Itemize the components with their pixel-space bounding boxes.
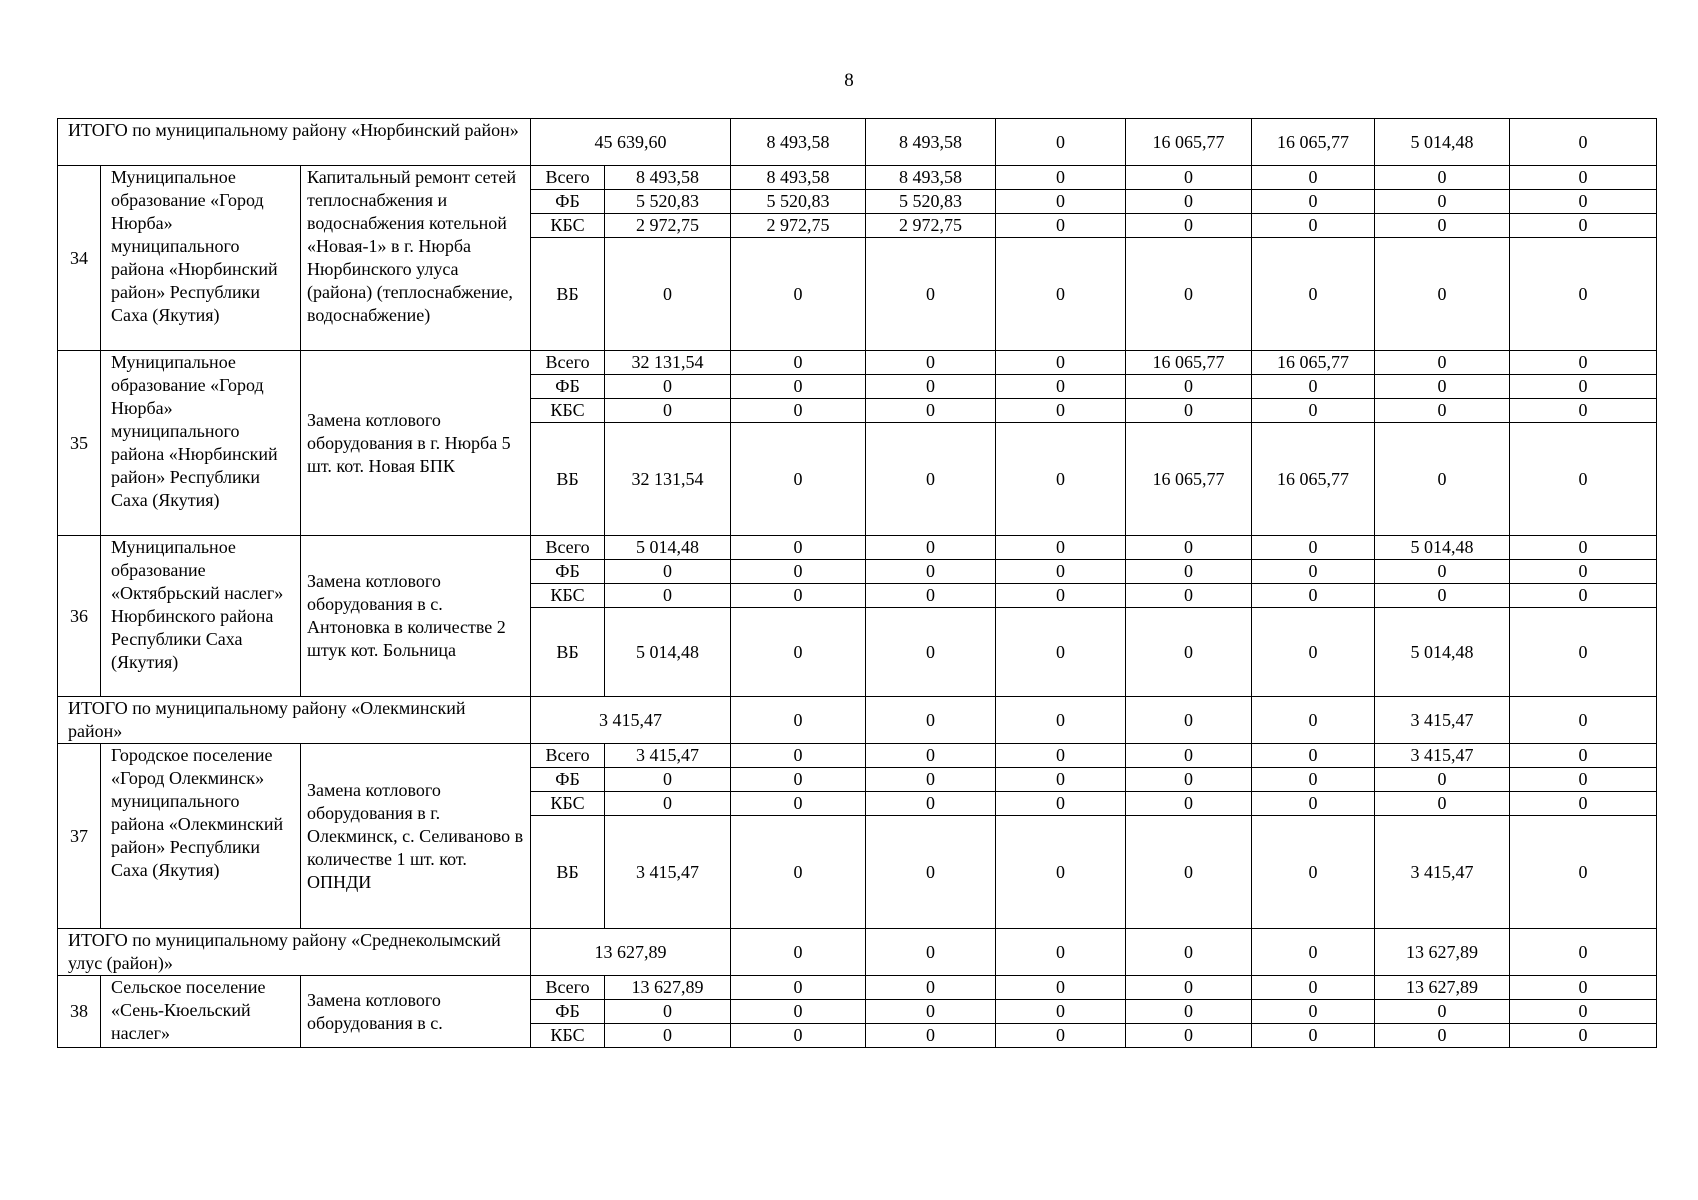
value-cell: 2 972,75 [605, 214, 731, 238]
value-cell: 5 014,48 [1375, 608, 1510, 697]
value-cell: 0 [731, 744, 866, 768]
value-cell: 0 [866, 351, 996, 375]
source-label: Всего [531, 166, 605, 190]
total-row [58, 119, 1657, 166]
value-cell: 0 [605, 399, 731, 423]
value-cell: 0 [1126, 1024, 1252, 1048]
value-cell: 0 [731, 1000, 866, 1024]
value-cell: 0 [866, 768, 996, 792]
value-cell: 0 [1375, 190, 1510, 214]
value-cell: 0 [1510, 536, 1657, 560]
value-cell: 3 415,47 [1375, 744, 1510, 768]
value-cell: 0 [605, 560, 731, 584]
value-cell: 0 [1252, 792, 1375, 816]
value-cell: 0 [1252, 375, 1375, 399]
value-cell: 0 [731, 351, 866, 375]
value-cell: 0 [996, 1024, 1126, 1048]
source-label: Всего [531, 744, 605, 768]
value-cell: 0 [1510, 929, 1657, 976]
value-cell: 0 [996, 238, 1126, 351]
value-cell: 0 [1126, 214, 1252, 238]
value-cell: 0 [1510, 792, 1657, 816]
value-cell: 0 [1126, 697, 1252, 744]
value-cell: 5 520,83 [866, 190, 996, 214]
table-row [58, 744, 1657, 768]
value-cell: 0 [866, 560, 996, 584]
value-cell: 0 [1510, 190, 1657, 214]
value-cell: 0 [731, 929, 866, 976]
entity-name: Сельское поселение «Сень-Кюельский наслег» [101, 976, 301, 1048]
value-cell: 0 [605, 238, 731, 351]
value-cell: 0 [605, 1000, 731, 1024]
value-cell: 0 [1252, 1000, 1375, 1024]
work-description: Замена котлового оборудования в г. Олекминск, с. Селиваново в количестве 1 шт. кот. ОПНДИ [301, 744, 531, 929]
table-row [58, 351, 1657, 375]
value-cell: 0 [1252, 214, 1375, 238]
source-label: КБС [531, 214, 605, 238]
value-cell: 0 [1126, 929, 1252, 976]
value-cell: 0 [731, 608, 866, 697]
value-cell: 5 520,83 [605, 190, 731, 214]
work-description: Замена котлового оборудования в с. [301, 976, 531, 1048]
item-number: 37 [58, 744, 101, 929]
value-cell: 8 493,58 [731, 119, 866, 166]
value-cell: 0 [866, 1024, 996, 1048]
value-cell: 0 [1126, 584, 1252, 608]
value-cell: 0 [1252, 697, 1375, 744]
source-label: ВБ [531, 238, 605, 351]
value-cell: 0 [1510, 375, 1657, 399]
value-cell: 0 [996, 768, 1126, 792]
value-cell: 0 [1252, 816, 1375, 929]
value-cell: 0 [1510, 423, 1657, 536]
value-cell: 0 [1375, 584, 1510, 608]
table-row [58, 166, 1657, 190]
value-cell: 0 [1126, 744, 1252, 768]
value-cell: 0 [866, 375, 996, 399]
value-cell: 0 [996, 608, 1126, 697]
value-cell: 2 972,75 [731, 214, 866, 238]
table-row [58, 976, 1657, 1000]
value-cell: 0 [605, 584, 731, 608]
value-cell: 0 [1126, 608, 1252, 697]
value-cell: 0 [1126, 976, 1252, 1000]
value-cell: 0 [1252, 744, 1375, 768]
value-cell: 8 493,58 [866, 119, 996, 166]
value-cell: 0 [1510, 1024, 1657, 1048]
value-cell: 0 [1126, 238, 1252, 351]
value-cell: 2 972,75 [866, 214, 996, 238]
value-cell: 0 [731, 238, 866, 351]
value-cell: 0 [996, 560, 1126, 584]
value-cell: 0 [996, 399, 1126, 423]
value-cell: 5 014,48 [605, 536, 731, 560]
value-cell: 0 [731, 560, 866, 584]
source-label: ФБ [531, 375, 605, 399]
table-row [58, 536, 1657, 560]
value-cell: 0 [1375, 1024, 1510, 1048]
value-cell: 0 [1252, 1024, 1375, 1048]
value-cell: 0 [1252, 166, 1375, 190]
value-cell: 0 [1252, 399, 1375, 423]
value-cell: 0 [996, 166, 1126, 190]
item-number: 38 [58, 976, 101, 1048]
value-cell: 0 [1510, 744, 1657, 768]
value-cell: 0 [731, 536, 866, 560]
value-cell: 32 131,54 [605, 423, 731, 536]
value-cell: 13 627,89 [1375, 929, 1510, 976]
value-cell: 0 [1510, 697, 1657, 744]
source-label: ВБ [531, 423, 605, 536]
value-cell: 0 [996, 584, 1126, 608]
value-cell: 0 [731, 768, 866, 792]
value-cell: 0 [866, 744, 996, 768]
value-cell: 0 [1126, 560, 1252, 584]
value-cell: 0 [1252, 536, 1375, 560]
value-cell: 0 [866, 584, 996, 608]
value-cell: 0 [1510, 768, 1657, 792]
value-cell: 0 [996, 697, 1126, 744]
value-cell: 3 415,47 [605, 744, 731, 768]
source-label: Всего [531, 536, 605, 560]
value-cell: 0 [1510, 816, 1657, 929]
value-cell: 0 [605, 768, 731, 792]
entity-name: Муниципальное образование «Город Нюрба» муниципального района «Нюрбинский район» Республики Саха (Якутия) [101, 351, 301, 536]
value-cell: 0 [996, 744, 1126, 768]
value-cell: 45 639,60 [531, 119, 731, 166]
entity-name: Городское поселение «Город Олекминск» муниципального района «Олекминский район» Республики Саха (Якутия) [101, 744, 301, 929]
value-cell: 0 [1252, 560, 1375, 584]
value-cell: 5 014,48 [1375, 536, 1510, 560]
value-cell: 0 [866, 238, 996, 351]
value-cell: 0 [866, 536, 996, 560]
source-label: ФБ [531, 1000, 605, 1024]
value-cell: 0 [866, 976, 996, 1000]
total-row [58, 929, 1657, 976]
value-cell: 0 [866, 1000, 996, 1024]
value-cell: 0 [1510, 584, 1657, 608]
entity-name: Муниципальное образование «Октябрьский наслег» Нюрбинского района Республики Саха (Якутия) [101, 536, 301, 697]
value-cell: 0 [1510, 351, 1657, 375]
source-label: ВБ [531, 816, 605, 929]
value-cell: 0 [996, 119, 1126, 166]
value-cell: 0 [866, 792, 996, 816]
value-cell: 0 [1252, 190, 1375, 214]
page-number: 8 [844, 70, 854, 91]
value-cell: 0 [1252, 929, 1375, 976]
source-label: ФБ [531, 190, 605, 214]
value-cell: 0 [1126, 190, 1252, 214]
value-cell: 0 [996, 214, 1126, 238]
source-label: КБС [531, 1024, 605, 1048]
value-cell: 0 [731, 816, 866, 929]
value-cell: 16 065,77 [1252, 351, 1375, 375]
value-cell: 0 [1510, 976, 1657, 1000]
value-cell: 0 [1510, 399, 1657, 423]
value-cell: 0 [1510, 608, 1657, 697]
value-cell: 0 [1375, 768, 1510, 792]
value-cell: 0 [866, 423, 996, 536]
funding-table [57, 118, 1657, 1048]
value-cell: 0 [731, 1024, 866, 1048]
value-cell: 0 [731, 423, 866, 536]
value-cell: 0 [1375, 214, 1510, 238]
value-cell: 0 [1126, 1000, 1252, 1024]
item-number: 34 [58, 166, 101, 351]
value-cell: 0 [1510, 119, 1657, 166]
total-label: ИТОГО по муниципальному району «Среднеколымский улус (район)» [58, 929, 531, 976]
value-cell: 0 [866, 697, 996, 744]
value-cell: 0 [1126, 536, 1252, 560]
value-cell: 0 [605, 375, 731, 399]
source-label: КБС [531, 399, 605, 423]
value-cell: 0 [866, 399, 996, 423]
value-cell: 0 [1126, 375, 1252, 399]
source-label: КБС [531, 584, 605, 608]
source-label: Всего [531, 351, 605, 375]
value-cell: 0 [996, 190, 1126, 214]
value-cell: 0 [996, 351, 1126, 375]
value-cell: 0 [996, 375, 1126, 399]
source-label: КБС [531, 792, 605, 816]
value-cell: 16 065,77 [1126, 351, 1252, 375]
value-cell: 5 520,83 [731, 190, 866, 214]
value-cell: 8 493,58 [866, 166, 996, 190]
value-cell: 0 [605, 792, 731, 816]
value-cell: 0 [1375, 560, 1510, 584]
value-cell: 0 [1126, 166, 1252, 190]
value-cell: 0 [996, 929, 1126, 976]
value-cell: 0 [1510, 166, 1657, 190]
value-cell: 0 [1252, 608, 1375, 697]
value-cell: 0 [1126, 792, 1252, 816]
source-label: Всего [531, 976, 605, 1000]
value-cell: 0 [866, 816, 996, 929]
entity-name: Муниципальное образование «Город Нюрба» муниципального района «Нюрбинский район» Республики Саха (Якутия) [101, 166, 301, 351]
value-cell: 0 [1510, 1000, 1657, 1024]
value-cell: 0 [1252, 976, 1375, 1000]
value-cell: 0 [1375, 351, 1510, 375]
item-number: 36 [58, 536, 101, 697]
value-cell: 16 065,77 [1126, 423, 1252, 536]
value-cell: 13 627,89 [1375, 976, 1510, 1000]
source-label: ФБ [531, 768, 605, 792]
value-cell: 8 493,58 [605, 166, 731, 190]
total-label: ИТОГО по муниципальному району «Нюрбинский район» [58, 119, 531, 166]
value-cell: 0 [866, 929, 996, 976]
value-cell: 3 415,47 [605, 816, 731, 929]
value-cell: 0 [731, 584, 866, 608]
value-cell: 0 [996, 536, 1126, 560]
value-cell: 0 [996, 1000, 1126, 1024]
value-cell: 0 [731, 399, 866, 423]
value-cell: 0 [1252, 768, 1375, 792]
value-cell: 0 [1126, 399, 1252, 423]
value-cell: 16 065,77 [1252, 119, 1375, 166]
work-description: Замена котлового оборудования в г. Нюрба 5 шт. кот. Новая БПК [301, 351, 531, 536]
value-cell: 5 014,48 [1375, 119, 1510, 166]
value-cell: 5 014,48 [605, 608, 731, 697]
value-cell: 0 [996, 792, 1126, 816]
value-cell: 0 [996, 976, 1126, 1000]
value-cell: 0 [1375, 166, 1510, 190]
value-cell: 3 415,47 [1375, 697, 1510, 744]
value-cell: 0 [996, 816, 1126, 929]
value-cell: 0 [866, 608, 996, 697]
value-cell: 0 [1510, 214, 1657, 238]
value-cell: 16 065,77 [1252, 423, 1375, 536]
value-cell: 0 [1126, 768, 1252, 792]
value-cell: 8 493,58 [731, 166, 866, 190]
value-cell: 0 [731, 976, 866, 1000]
value-cell: 0 [1375, 238, 1510, 351]
work-description: Капитальный ремонт сетей теплоснабжения и водоснабжения котельной «Новая-1» в г. Нюрба Нюрбинского улуса (района) (теплоснабжение, водоснабжение) [301, 166, 531, 351]
value-cell: 0 [1375, 423, 1510, 536]
value-cell: 0 [1375, 1000, 1510, 1024]
value-cell: 0 [731, 792, 866, 816]
total-label: ИТОГО по муниципальному району «Олекминский район» [58, 697, 531, 744]
value-cell: 3 415,47 [531, 697, 731, 744]
value-cell: 0 [1252, 584, 1375, 608]
value-cell: 0 [731, 697, 866, 744]
value-cell: 0 [731, 375, 866, 399]
item-number: 35 [58, 351, 101, 536]
value-cell: 0 [1126, 816, 1252, 929]
value-cell: 0 [1375, 399, 1510, 423]
source-label: ВБ [531, 608, 605, 697]
value-cell: 0 [1510, 560, 1657, 584]
value-cell: 16 065,77 [1126, 119, 1252, 166]
value-cell: 0 [1510, 238, 1657, 351]
value-cell: 3 415,47 [1375, 816, 1510, 929]
value-cell: 0 [605, 1024, 731, 1048]
value-cell: 0 [1375, 375, 1510, 399]
work-description: Замена котлового оборудования в с. Антоновка в количестве 2 штук кот. Больница [301, 536, 531, 697]
value-cell: 0 [1252, 238, 1375, 351]
value-cell: 13 627,89 [531, 929, 731, 976]
value-cell: 32 131,54 [605, 351, 731, 375]
value-cell: 0 [1375, 792, 1510, 816]
source-label: ФБ [531, 560, 605, 584]
total-row [58, 697, 1657, 744]
value-cell: 13 627,89 [605, 976, 731, 1000]
value-cell: 0 [996, 423, 1126, 536]
